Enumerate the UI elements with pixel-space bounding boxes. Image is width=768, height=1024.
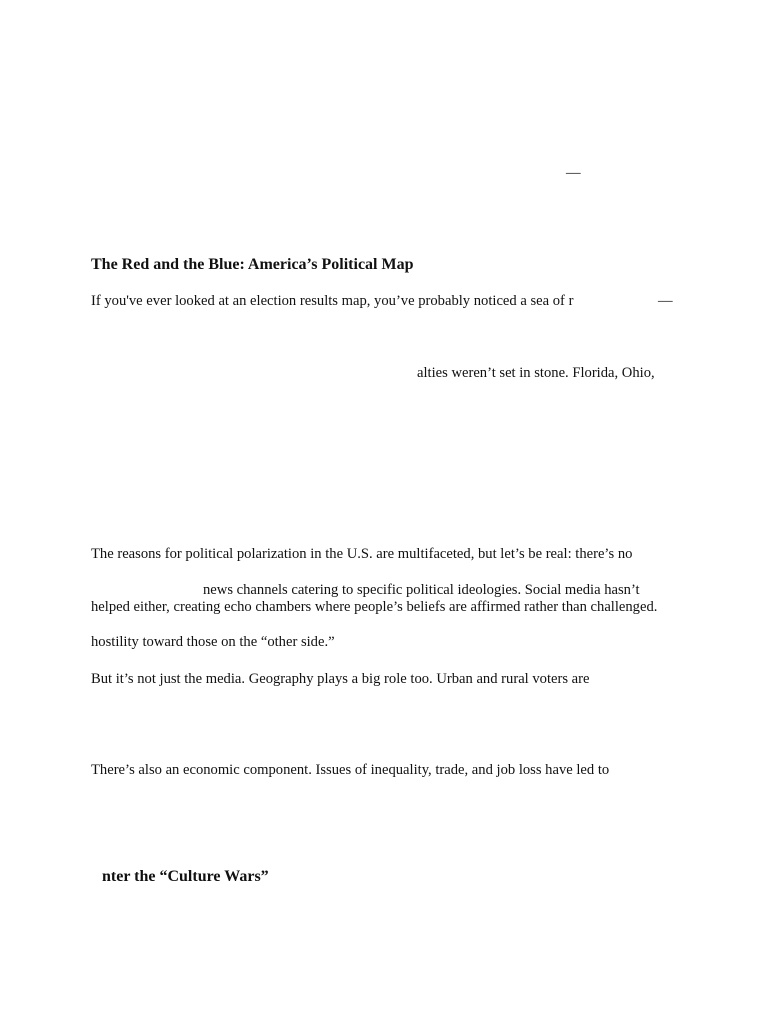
top-dash: —	[566, 165, 581, 181]
paragraph-4-line-1: But it’s not just the media. Geography plays a big role too. Urban and rural voters are	[91, 671, 590, 687]
paragraph-5-line-1: There’s also an economic component. Issues of inequality, trade, and job loss have led to	[91, 762, 610, 778]
paragraph-1-fragment: alties weren’t set in stone. Florida, Ohio,	[417, 365, 655, 381]
section-heading-red-blue: The Red and the Blue: America’s Political Map	[91, 256, 414, 273]
paragraph-1-line-1-dash: —	[658, 293, 673, 309]
paragraph-2-line-2: news channels catering to specific political ideologies. Social media hasn’t	[203, 582, 640, 598]
paragraph-2-line-1: The reasons for political polarization in the U.S. are multifaceted, but let’s be real: there’s no	[91, 546, 633, 562]
section-heading-culture-wars: nter the “Culture Wars”	[102, 868, 269, 885]
paragraph-3-line-1: hostility toward those on the “other side.”	[91, 634, 335, 650]
paragraph-1-line-1: If you've ever looked at an election results map, you’ve probably noticed a sea of r	[91, 293, 574, 309]
paragraph-2-line-3: helped either, creating echo chambers where people’s beliefs are affirmed rather than challenged.	[91, 599, 658, 615]
